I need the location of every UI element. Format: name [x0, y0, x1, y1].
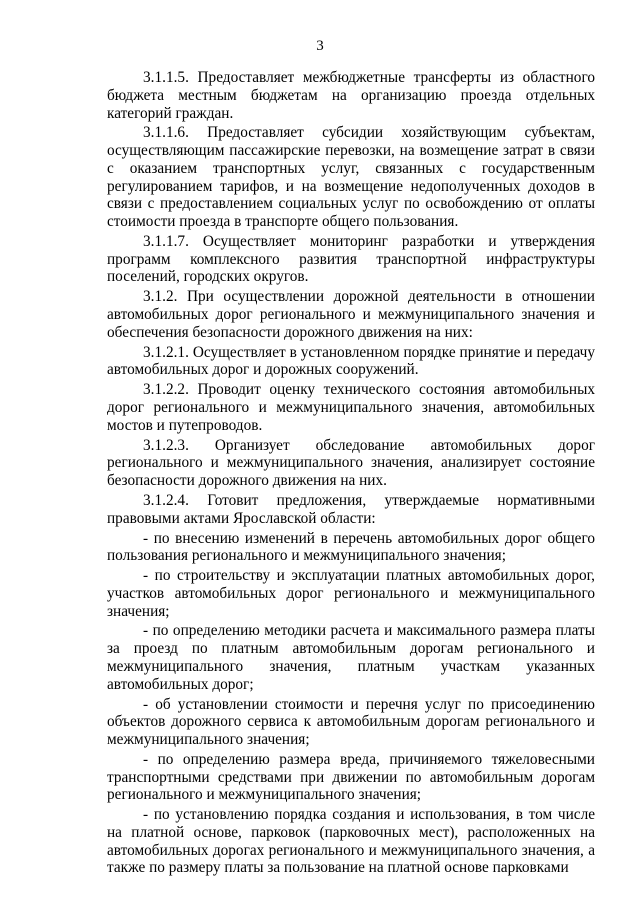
clause-3-1-2-1: 3.1.2.1. Осуществляет в установленном порядке принятие и передачу автомобильных дорог и дорожных сооружений.: [107, 343, 595, 379]
list-item: - об установлении стоимости и перечня услуг по присоединению объектов дорожного сервиса к автомобильным дорогам регионального и межмуниципального значения;: [107, 695, 595, 749]
list-item: - по строительству и эксплуатации платных автомобильных дорог, участков автомобильных дорог регионального и межмуниципального значения;: [107, 567, 595, 620]
clause-3-1-2: 3.1.2. При осуществлении дорожной деятельности в отношении автомобильных дорог регионального и межмуниципального значения и обеспечения безопасности дорожного движения на них:: [107, 288, 595, 341]
page-number: 3: [316, 38, 324, 54]
clause-3-1-1-5: 3.1.1.5. Предоставляет межбюджетные трансферты из областного бюджета местным бюджетам на организацию проезда отдельных категорий граждан.: [107, 69, 595, 122]
clause-3-1-1-7: 3.1.1.7. Осуществляет мониторинг разработки и утверждения программ комплексного развития транспортной инфраструктуры поселений, городских округов.: [107, 232, 595, 286]
list-item: - по установлению порядка создания и использования, в том числе на платной основе, парковок (парковочных мест), расположенных на автомобильных дорогах регионального и межмуниципального значения, а также по размеру платы за пользование на платной основе парковками: [107, 806, 595, 877]
clause-3-1-1-6: 3.1.1.6. Предоставляет субсидии хозяйствующим субъектам, осуществляющим пассажирские перевозки, на возмещение затрат в связи с оказанием транспортных услуг, связанных с государственным регулированием тарифов, и на возмещение недополученных доходов в связи с предоставлением социальных услуг по освобождению от оплаты стоимости проезда в транспорте общего пользования.: [107, 124, 595, 231]
list-item: - по внесению изменений в перечень автомобильных дорог общего пользования регионального и межмуниципального значения;: [107, 529, 595, 565]
clause-3-1-2-4: 3.1.2.4. Готовит предложения, утверждаемые нормативными правовыми актами Ярославской области:: [107, 491, 595, 527]
list-item: - по определению методики расчета и максимального размера платы за проезд по платным автомобильным дорогам регионального и межмуниципального значения, платным участкам указанных автомобильных дорог;: [107, 622, 595, 693]
list-item: - по определению размера вреда, причиняемого тяжеловесными транспортными средствами при движении по автомобильным дорогам регионального и межмуниципального значения;: [107, 750, 595, 804]
document-body: [107, 69, 595, 879]
clause-3-1-2-3: 3.1.2.3. Организует обследование автомобильных дорог регионального и межмуниципального значения, анализирует состояние безопасности дорожного движения на них.: [107, 436, 595, 490]
clause-3-1-2-2: 3.1.2.2. Проводит оценку технического состояния автомобильных дорог регионального и межмуниципального значения, автомобильных мостов и путепроводов.: [107, 381, 595, 434]
